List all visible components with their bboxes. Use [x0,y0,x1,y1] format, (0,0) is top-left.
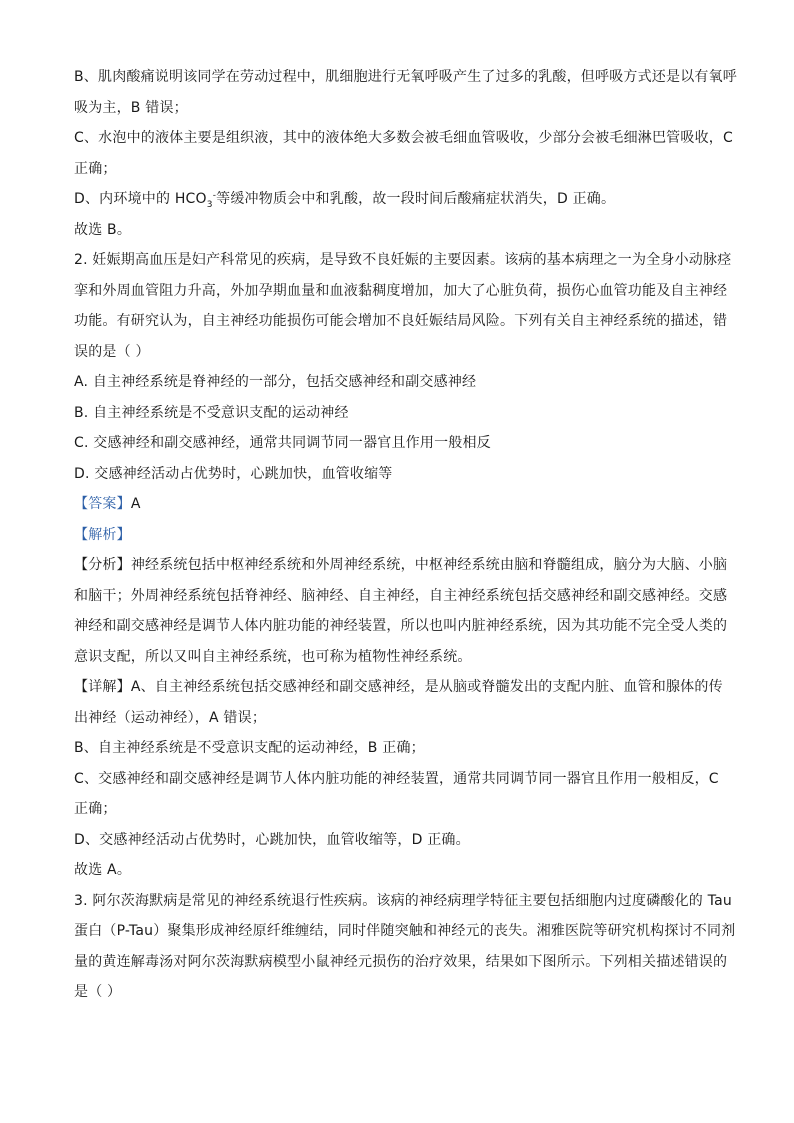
q2-detail-c-line2: 正确； [74,801,117,817]
q2-detail-b: B、自主神经系统是不受意识支配的运动神经，B 正确； [74,740,425,756]
q1-option-d-post: 等缓冲物质会中和乳酸，故一段时间后酸痛症状消失，D 正确。 [216,191,616,207]
q2-option-a: A. 自主神经系统是脊神经的一部分，包括交感神经和副交感神经 [74,374,477,390]
q1-option-b-line1: B、肌肉酸痛说明该同学在劳动过程中，肌细胞进行无氧呼吸产生了过多的乳酸，但呼吸方式还是以有氧呼 [74,69,738,85]
q1-option-c-line2: 正确； [74,160,117,177]
q2-option-c: C. 交感神经和副交感神经，通常共同调节同一器官且作用一般相反 [74,435,491,451]
answer-value: A [130,496,141,512]
q3-stem-line2: 蛋白（P-Tau）聚集形成神经原纤维缠结，同时伴随突触和神经元的丧失。湘雅医院等研究机构探讨不同剂 [74,923,736,939]
q2-stem-line2: 挛和外周血管阻力升高，外加孕期血量和血液黏稠度增加，加大了心脏负荷，损伤心血管功能及自主神经 [74,282,728,299]
q2-fenxi-line1 [74,550,728,581]
analysis-tag: 【解析】 [74,526,131,543]
q2-detail-d: D、交感神经活动占优势时，心跳加快，血管收缩等，D 正确。 [74,831,470,848]
q2-fenxi-line2: 和脑干；外周神经系统包括脊神经、脑神经、自主神经，自主神经系统包括交感神经和副交感神经。交感 [74,587,728,604]
document-page [74,62,738,1008]
fenxi-tag: 【分析】 [74,557,131,573]
q1-option-d [74,184,724,215]
q1-option-d-superscript: - [212,190,217,201]
q1-option-b-line2: 吸为主，B 错误； [74,99,188,116]
q1-option-d-subscript: 3 [206,199,213,210]
q1-choice: 故选 B。 [74,221,132,238]
q3-stem-line3: 量的黄连解毒汤对阿尔茨海默病模型小鼠神经元损伤的治疗效果，结果如下图所示。下列相关描述错误的 [74,953,728,970]
q2-stem-line4: 误的是（ ） [74,343,150,360]
q2-answer [74,489,724,520]
q2-fenxi-line3: 神经和副交感神经是调节人体内脏功能的神经装置，所以也叫内脏神经系统，因为其功能不完全受人类的 [74,618,728,634]
q3-stem-line4: 是（ ） [74,984,122,1000]
q2-fenxi-line4: 意识支配，所以又叫自主神经系统，也可称为植物性神经系统。 [74,648,472,665]
q3-stem-line1: 3. 阿尔茨海默病是常见的神经系统退行性疾病。该病的神经病理学特征主要包括细胞内过度磷酸化的 Tau [74,892,732,909]
q1-option-c-line1: C、水泡中的液体主要是组织液，其中的液体绝大多数会被毛细血管吸收，少部分会被毛细淋巴管吸收，C [74,130,733,146]
answer-tag: 【答案】 [74,496,131,512]
q2-detail-c-line1: C、交感神经和副交感神经是调节人体内脏功能的神经装置，通常共同调节同一器官且作用一般相反，C [74,770,719,787]
detail-tag: 【详解】 [74,679,131,695]
q2-stem-line1: 2. 妊娠期高血压是妇产科常见的疾病，是导致不良妊娠的主要因素。该病的基本病理之一为全身小动脉痉 [74,252,732,268]
detail-a-text: A、自主神经系统包括交感神经和副交感神经，是从脑或脊髓发出的支配内脏、血管和腺体的传 [130,679,723,695]
fenxi-text-1: 神经系统包括中枢神经系统和外周神经系统，中枢神经系统由脑和脊髓组成，脑分为大脑、小脑 [130,557,728,573]
q2-choice: 故选 A。 [74,862,132,878]
q2-detail-a-line2: 出神经（运动神经），A 错误； [74,709,267,726]
q2-stem-line3: 功能。有研究认为，自主神经功能损伤可能会增加不良妊娠结局风险。下列有关自主神经系统的描述，错 [74,313,728,329]
q2-option-b: B. 自主神经系统是不受意识支配的运动神经 [74,404,349,421]
q2-analysis [74,520,724,551]
q2-detail-a-line1 [74,672,724,703]
q1-option-d-pre: D、内环境中的 HCO [74,191,207,207]
q2-option-d: D. 交感神经活动占优势时，心跳加快，血管收缩等 [74,465,393,482]
